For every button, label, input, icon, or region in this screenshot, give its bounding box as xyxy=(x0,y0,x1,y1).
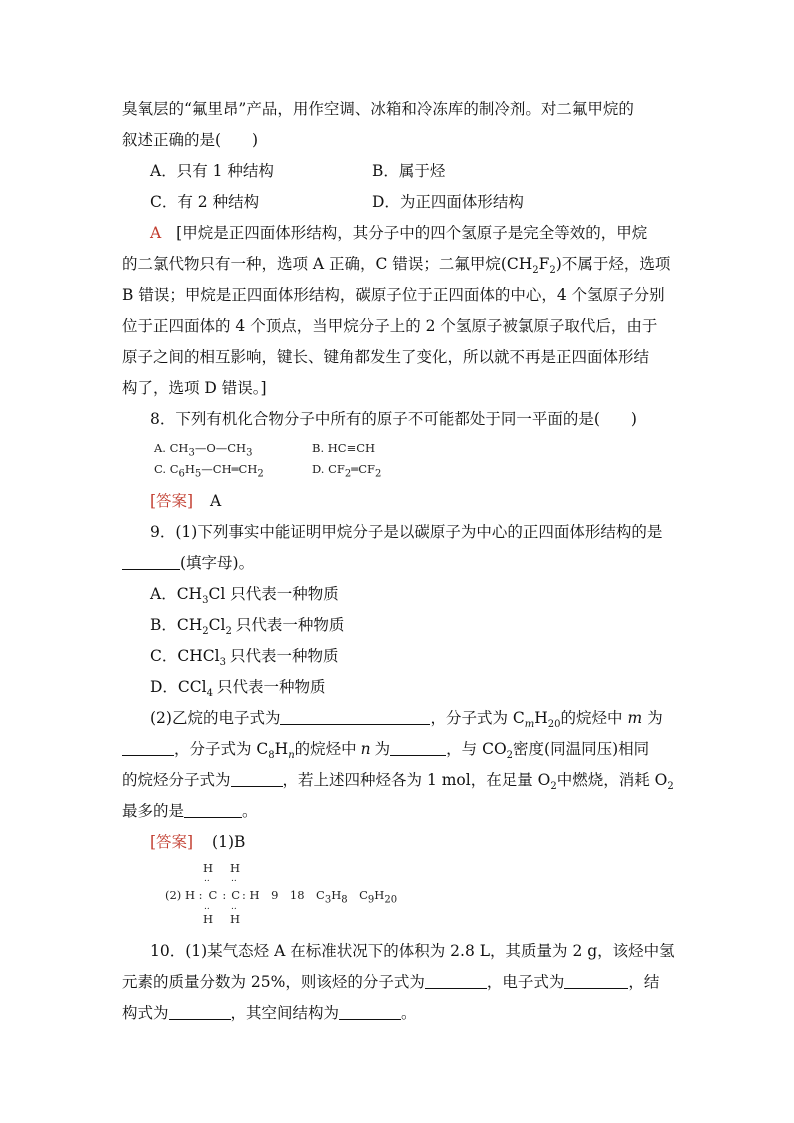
q8-option-c-text: C. C xyxy=(154,462,179,476)
q8-option-d-text2: ═CF xyxy=(351,462,375,476)
subscript: 2 xyxy=(549,265,556,277)
q9-option-c xyxy=(150,646,339,669)
subscript: 3 xyxy=(188,447,195,459)
q8-option-c-text2: H xyxy=(184,462,195,476)
subscript: 2 xyxy=(667,781,674,793)
q9-option-a-text2: Cl 只代表一种物质 xyxy=(208,585,339,603)
q9-option-b-text3: 只代表一种物质 xyxy=(235,616,345,634)
q9-part2-text12: 的烷烃分子式为 xyxy=(122,771,231,789)
q7-explanation-2a: 的二氯代物只有一种，选项 A 正确，C 错误；二氟甲烷(CH xyxy=(122,255,533,273)
answer-text: C xyxy=(231,888,241,902)
variable-m: m xyxy=(627,709,643,727)
subscript: 2 xyxy=(202,626,209,638)
subscript: n xyxy=(288,750,295,762)
q10-text2: ，电子式为 xyxy=(486,973,565,991)
subscript: 6 xyxy=(178,468,185,480)
q9-part2-text6: ，分子式为 C xyxy=(174,740,269,758)
q9-answer-part2 xyxy=(165,888,398,906)
subscript: 20 xyxy=(384,894,398,906)
q9-part2-text7: H xyxy=(274,740,289,758)
q9-answer-part1: (1)B xyxy=(212,833,246,851)
answer-blank[interactable] xyxy=(339,1005,401,1020)
q7-explanation-2b: F xyxy=(538,255,550,273)
answer-blank[interactable] xyxy=(169,1005,231,1020)
q9-part2-text5: 为 xyxy=(647,709,663,727)
subscript: 2 xyxy=(257,468,264,480)
answer-text: C xyxy=(347,888,368,902)
q10-text4: 构式为 xyxy=(122,1004,169,1022)
answer-blank[interactable] xyxy=(184,803,242,818)
q9-question-line2 xyxy=(122,553,254,573)
electron-formula-h-bottom-1: H xyxy=(203,912,214,926)
answer-text: H xyxy=(331,888,342,902)
answer-text: C xyxy=(208,888,218,902)
answer-text: (2) H : xyxy=(165,888,203,902)
subscript: 2 xyxy=(532,265,539,277)
subscript: 8 xyxy=(341,894,348,906)
subscript: m xyxy=(524,719,535,731)
q9-option-d-text2: 只代表一种物质 xyxy=(216,678,326,696)
answer-label: [答案] xyxy=(150,492,194,510)
q10-text6: 。 xyxy=(401,1004,417,1022)
q9-part2-line4 xyxy=(122,801,258,821)
q7-option-b: B．属于烃 xyxy=(372,162,446,180)
q8-option-d-text: D. CF xyxy=(312,462,345,476)
q9-part2-text11: 密度(同温同压)相同 xyxy=(513,740,650,758)
answer-blank[interactable] xyxy=(280,710,430,725)
q8-option-a-text: A. CH xyxy=(154,441,189,455)
q9-part2-text15: 最多的是 xyxy=(122,802,185,820)
q9-option-d-text: D．CCl xyxy=(150,678,207,696)
subscript: 2 xyxy=(344,468,352,480)
subscript: 3 xyxy=(219,657,226,669)
q7-answer-letter: A xyxy=(150,224,162,242)
q10-text5: ，其空间结构为 xyxy=(230,1004,340,1022)
q7-explanation-1: [甲烷是正四面体形结构，其分子中的四个氢原子是完全等效的，甲烷 xyxy=(176,224,648,242)
q9-question-line1: 9．(1)下列事实中能证明甲烷分子是以碳原子为中心的正四面体形结构的是 xyxy=(150,523,663,541)
subscript: 20 xyxy=(547,719,561,731)
q9-part2-text9: 为 xyxy=(374,740,391,758)
answer-text: H xyxy=(374,888,385,902)
q9-part2-text16: 。 xyxy=(242,802,258,820)
q9-part2-text10: ，与 CO xyxy=(446,740,507,758)
subscript: 5 xyxy=(194,468,202,480)
q8-option-a-text2: —O—CH xyxy=(194,441,247,455)
q9-answer xyxy=(150,832,245,852)
q7-explanation-2c: )不属于烃，选项 xyxy=(555,255,671,273)
answer-blank[interactable] xyxy=(122,555,180,570)
subscript: 3 xyxy=(246,447,253,459)
q7-text-line1: 臭氧层的“氟里昂”产品，用作空调、冰箱和冷冻库的制冷剂。对二氟甲烷的 xyxy=(122,100,634,118)
q9-part2-text4: 的烷烃中 xyxy=(560,709,623,727)
answer-text: : xyxy=(222,888,227,902)
q9-part2-text: (2)乙烷的电子式为 xyxy=(150,709,281,727)
q9-option-a xyxy=(150,584,339,607)
q8-option-c-text3: —CH═CH xyxy=(201,462,258,476)
q7-answer-line4: 位于正四面体的 4 个顶点，当甲烷分子上的 2 个氢原子被氯原子取代后，由于 xyxy=(122,317,658,335)
q9-option-b-text2: Cl xyxy=(208,616,226,634)
q9-option-c-text: C．CHCl xyxy=(150,647,220,665)
subscript: 3 xyxy=(202,595,209,607)
subscript: 8 xyxy=(268,750,275,762)
q7-answer-line6: 构了，选项 D 错误。] xyxy=(122,379,267,397)
subscript: 2 xyxy=(374,468,382,480)
subscript: 2 xyxy=(506,750,514,762)
q9-question-fill-hint: (填字母)。 xyxy=(180,554,255,572)
q9-part2-line1 xyxy=(150,708,663,731)
subscript: 4 xyxy=(206,688,213,700)
q8-answer xyxy=(150,491,221,511)
answer-blank[interactable] xyxy=(390,741,446,756)
q9-option-b xyxy=(150,615,345,638)
answer-blank[interactable] xyxy=(231,772,283,787)
q7-answer-line3: B 错误；甲烷是正四面体形结构，碳原子位于正四面体的中心，4 个氢原子分别 xyxy=(122,286,665,304)
variable-n: n xyxy=(360,740,371,758)
q7-answer-line5: 原子之间的相互影响，键长、键角都发生了变化，所以就不再是正四面体形结 xyxy=(122,348,650,366)
electron-dots-bottom-2: .. xyxy=(231,902,237,912)
q10-question-line3 xyxy=(122,1003,417,1023)
electron-dots-top-1: .. xyxy=(204,874,210,884)
q8-question: 8．下列有机化合物分子中所有的原子不可能都处于同一平面的是( ) xyxy=(150,410,637,428)
answer-blank[interactable] xyxy=(425,974,487,989)
q9-option-b-text: B．CH xyxy=(150,616,203,634)
subscript: 3 xyxy=(324,894,332,906)
subscript: 2 xyxy=(550,781,557,793)
answer-label: [答案] xyxy=(150,833,194,851)
answer-blank[interactable] xyxy=(564,974,628,989)
q7-answer-line2 xyxy=(122,254,671,277)
q7-option-c: C．有 2 种结构 xyxy=(150,193,260,211)
q9-part2-text8: 的烷烃中 xyxy=(294,740,357,758)
q10-text: 元素的质量分数为 25%，则该烃的分子式为 xyxy=(122,973,425,991)
electron-formula-h-top-1: H xyxy=(203,861,214,875)
q9-part2-text2: ，分子式为 C xyxy=(430,709,525,727)
q9-part2-text3: H xyxy=(534,709,548,727)
q10-text3: ，结 xyxy=(628,973,660,991)
subscript: 9 xyxy=(367,894,375,906)
q7-option-a: A．只有 1 种结构 xyxy=(150,162,274,180)
q8-option-d xyxy=(312,462,382,480)
electron-formula-h-bottom-2: H xyxy=(230,912,241,926)
answer-text: : H 9 18 C xyxy=(242,888,325,902)
q9-option-c-text2: 只代表一种物质 xyxy=(229,647,339,665)
q10-question-line2 xyxy=(122,972,659,992)
q8-option-a xyxy=(154,441,253,459)
q7-option-d: D．为正四面体形结构 xyxy=(372,193,524,211)
electron-dots-bottom-1: .. xyxy=(204,902,210,912)
q9-part2-text13: ，若上述四种烃各为 1 mol，在足量 O xyxy=(282,771,551,789)
electron-formula-h-top-2: H xyxy=(230,861,241,875)
subscript: 2 xyxy=(225,626,232,638)
q9-part2-line2 xyxy=(122,739,650,762)
q9-option-d xyxy=(150,677,326,700)
q9-option-a-text: A．CH xyxy=(150,585,203,603)
q8-option-c xyxy=(154,462,264,480)
q7-text-line2: 叙述正确的是( ) xyxy=(122,131,259,149)
electron-dots-top-2: .. xyxy=(231,874,237,884)
q9-part2-line3 xyxy=(122,770,674,793)
q7-answer-line1 xyxy=(150,223,647,243)
q8-answer-value: A xyxy=(210,492,222,510)
q8-option-b: B. HC≡CH xyxy=(312,441,376,455)
answer-blank[interactable] xyxy=(122,741,174,756)
q9-part2-text14: 中燃烧，消耗 O xyxy=(556,771,668,789)
q10-question-line1: 10．(1)某气态烃 A 在标准状况下的体积为 2.8 L，其质量为 2 g，该烃中氢 xyxy=(150,942,675,960)
